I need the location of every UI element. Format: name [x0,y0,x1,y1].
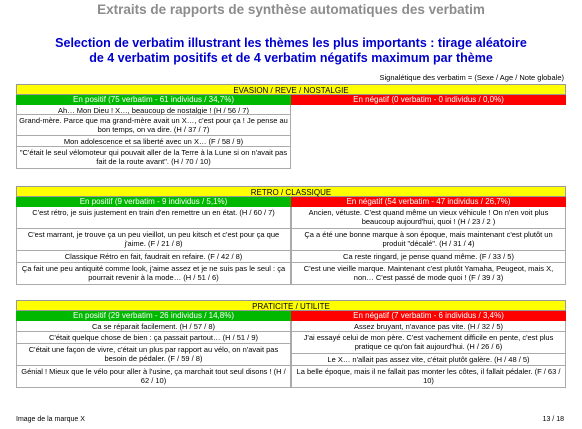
signaletique-legend: Signalétique des verbatim = (Sexe / Age / Note globale) [379,73,564,82]
verbatim-cell: Génial ! Mieux que le vélo pour aller à l'usine, ça marchait tout seul disons ! (H / 62 / 10) [16,366,291,388]
verbatim-cell: C'est une vieille marque. Maintenant c'est plutôt Yamaha, Peugeot, mais X, non… C'est passé de mode quoi ! (F / 39 / 3) [291,263,566,285]
verbatim-cell: Ca se réparait facilement. (H / 57 / 8) [16,321,291,332]
verbatim-cell: Classique Rétro en fait, faudrait en refaire. (F / 42 / 8) [16,251,291,263]
page-title: Extraits de rapports de synthèse automatiques des verbatim [97,2,485,17]
page-number: 13 / 18 [542,416,564,423]
footer-brand: Image de la marque X [16,416,85,423]
positive-header: En positif (9 verbatim - 9 individus / 5,1%) [16,197,291,207]
negative-header: En négatif (7 verbatim - 6 individus / 3,4%) [291,311,566,321]
negative-header: En négatif (54 verbatim - 47 individus / 26,7%) [291,197,566,207]
verbatim-cell: C'est rétro, je suis justement en train d'en remettre un en état. (H / 60 / 7) [16,207,291,229]
subtitle-line-1: Selection de verbatim illustrant les thèmes les plus importants : tirage aléatoire [55,36,527,50]
verbatim-cell: Ça fait une peu antiquité comme look, j'aime assez et je ne suis pas le seul : ça pourrait revenir à la mode… (H / 51 / 6) [16,263,291,285]
verbatim-cell: La belle époque, mais il ne fallait pas monter les côtes, il fallait pédaler. (F / 63 / 10) [291,366,566,388]
negative-column [291,95,566,169]
verbatim-cell: Ça a été une bonne marque à son époque, mais maintenant c'est plutôt un produit "décalé". (H / 31 / 4) [291,229,566,251]
section-evasion [16,84,566,169]
section-title: PRATICITE / UTILITE [16,300,566,311]
verbatim-cell: Assez bruyant, n'avance pas vite. (H / 32 / 5) [291,321,566,332]
positive-column [16,197,291,285]
positive-header: En positif (29 verbatim - 26 individus / 14,8%) [16,311,291,321]
section-title: RETRO / CLASSIQUE [16,186,566,197]
verbatim-cell: Le X… n'allait pas assez vite, c'était plutôt galère. (H / 48 / 5) [291,354,566,366]
verbatim-cell: Ca reste ringard, je pense quand même. (F / 33 / 5) [291,251,566,263]
positive-column [16,311,291,388]
verbatim-cell: C'était quelque chose de bien : ça passait partout… (H / 51 / 9) [16,332,291,344]
subtitle-line-2: de 4 verbatim positifs et de 4 verbatim négatifs maximum par thème [89,51,493,65]
negative-header: En négatif (0 verbatim - 0 individus / 0,0%) [291,95,566,105]
verbatim-cell: C'est marrant, je trouve ça un peu vieillot, un peu kitsch et c'est pour ça que j'aime. (F / 21 / 8) [16,229,291,251]
negative-column [291,197,566,285]
verbatim-cell: Grand-mère. Parce que ma grand-mère avait un X…, c'est pour ça ! Je pense au bon temps, on va dire. (H / 37 / 7) [16,115,291,136]
verbatim-cell: Mon adolescence et sa liberté avec un X… (F / 58 / 9) [16,136,291,147]
verbatim-cell: J'ai essayé celui de mon père. C'est vachement difficile en pente, c'est plus pratique ce qu'on fait aujourd'hui. (H / 26 / 6) [291,332,566,354]
negative-column [291,311,566,388]
section-retro [16,186,566,285]
subtitle [20,36,562,66]
verbatim-cell: Ah… Mon Dieu ! X…, beaucoup de nostalgie ! (H / 56 / 7) [16,105,291,115]
positive-header: En positif (75 verbatim - 61 individus / 34,7%) [16,95,291,105]
verbatim-cell: Ancien, vétuste. C'est quand même un vieux véhicule ! On n'en voit plus beaucoup aujourd'hui, quoi ! (H / 23 / 2 ) [291,207,566,229]
positive-column [16,95,291,169]
section-title: EVASION / REVE / NOSTALGIE [16,84,566,95]
verbatim-cell: C'était une façon de vivre, c'était un plus par rapport au vélo, on n'avait pas besoin de pédaler. (F / 59 / 8) [16,344,291,366]
verbatim-cell: "C'était le seul vélomoteur qui pouvait aller de la Terre à la Lune si on n'avait pas fait de la route avant". (H / 70 / 10) [16,147,291,169]
section-praticite [16,300,566,388]
